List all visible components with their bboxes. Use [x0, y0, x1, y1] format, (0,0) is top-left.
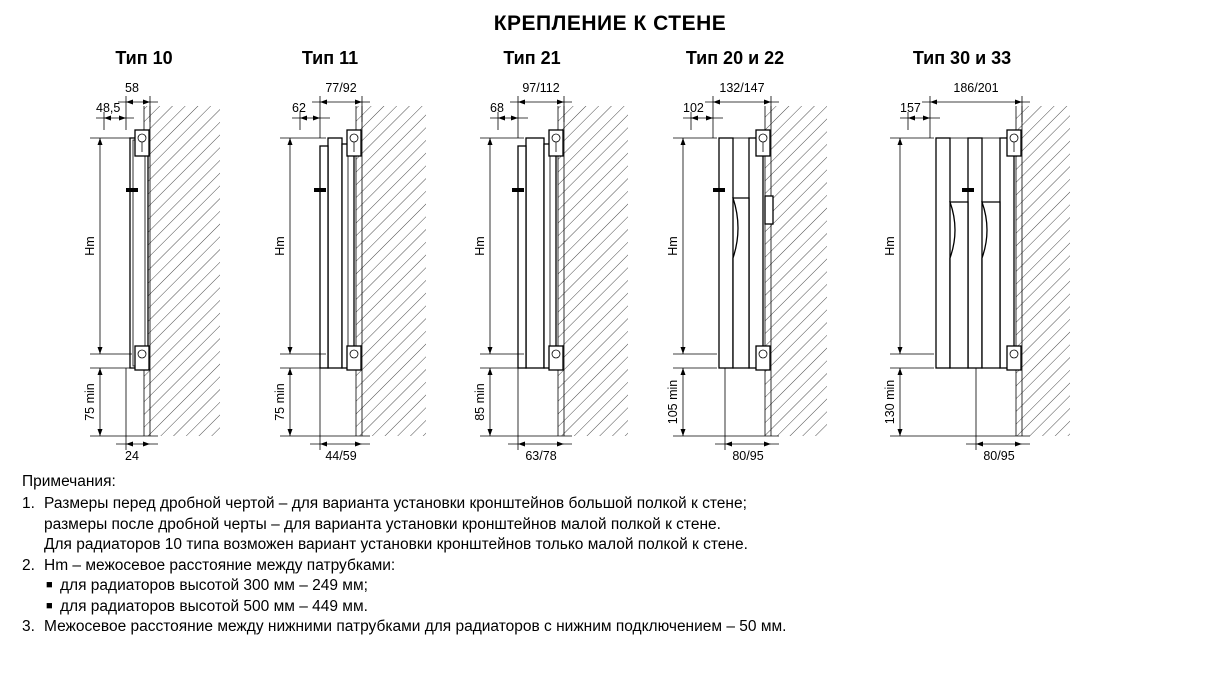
dim-bottom: 44/59 [325, 449, 357, 463]
note-item-3 [22, 617, 1202, 637]
diagram-panel-type-20-22 [613, 48, 857, 468]
note-number: 3. [22, 618, 35, 636]
dim-top-right: 186/201 [953, 81, 999, 95]
dim-hm: Hm [883, 236, 897, 256]
dim-top-right: 77/92 [325, 81, 357, 95]
dim-top-right: 97/112 [522, 81, 560, 95]
note-text: Размеры перед дробной чертой – для варианта установки кронштейнов большой полкой к стене; [44, 495, 747, 513]
dim-bottom: 80/95 [732, 449, 764, 463]
dim-bottom-left: 130 min [883, 379, 897, 425]
note-text: размеры после дробной черты – для варианта установки кронштейнов малой полкой к стене. [44, 515, 721, 533]
dim-bottom: 24 [125, 449, 139, 463]
dim-top-left: 48,5 [96, 101, 121, 115]
dim-top-left: 62 [292, 101, 306, 115]
dim-bottom-left: 75 min [83, 383, 97, 421]
panel-title: Тип 30 и 33 [912, 48, 1012, 68]
dim-hm: Hm [473, 236, 487, 256]
notes-heading: Примечания: [22, 473, 116, 490]
note-text: Межосевое расстояние между нижними патрубками для радиаторов с нижним подключением – 50 мм. [44, 618, 787, 636]
dim-top-right: 58 [125, 81, 139, 95]
panel-drawing [613, 78, 857, 468]
note-text: для радиаторов высотой 300 мм – 249 мм; [60, 577, 368, 595]
note-text: для радиаторов высотой 500 мм – 449 мм. [60, 597, 368, 615]
dim-top-left: 157 [900, 101, 921, 115]
panel-drawing [840, 78, 1084, 468]
panel-title: Тип 11 [301, 48, 359, 68]
bullet-icon: ■ [46, 599, 53, 612]
dim-hm: Hm [273, 236, 287, 256]
diagram-panel-type-30-33 [840, 48, 1084, 468]
dim-bottom-left: 85 min [473, 383, 487, 421]
panel-title: Тип 10 [115, 48, 173, 68]
note-bullet [46, 597, 1202, 617]
dim-hm: Hm [666, 236, 680, 256]
notes-block [22, 472, 1202, 638]
note-item-2 [22, 556, 1202, 576]
panel-title: Тип 20 и 22 [685, 48, 785, 68]
note-bullet [46, 576, 1202, 596]
dim-hm: Hm [83, 236, 97, 256]
note-number: 2. [22, 556, 35, 574]
page-title: КРЕПЛЕНИЕ К СТЕНЕ [493, 12, 727, 35]
dim-bottom: 80/95 [983, 449, 1015, 463]
note-text: Для радиаторов 10 типа возможен вариант установки кронштейнов только малой полкой к стене. [44, 536, 748, 554]
dim-top-right: 132/147 [719, 81, 765, 95]
dim-bottom: 63/78 [525, 449, 557, 463]
note-text: Hm – межосевое расстояние между патрубками: [44, 556, 396, 574]
dim-top-left: 68 [490, 101, 504, 115]
note-item-1 [22, 494, 1202, 514]
note-number: 1. [22, 495, 35, 513]
dim-bottom-left: 75 min [273, 383, 287, 421]
dim-bottom-left: 105 min [666, 379, 680, 425]
dim-top-left: 102 [683, 101, 704, 115]
panel-title: Тип 21 [503, 48, 561, 68]
bullet-icon: ■ [46, 579, 53, 592]
